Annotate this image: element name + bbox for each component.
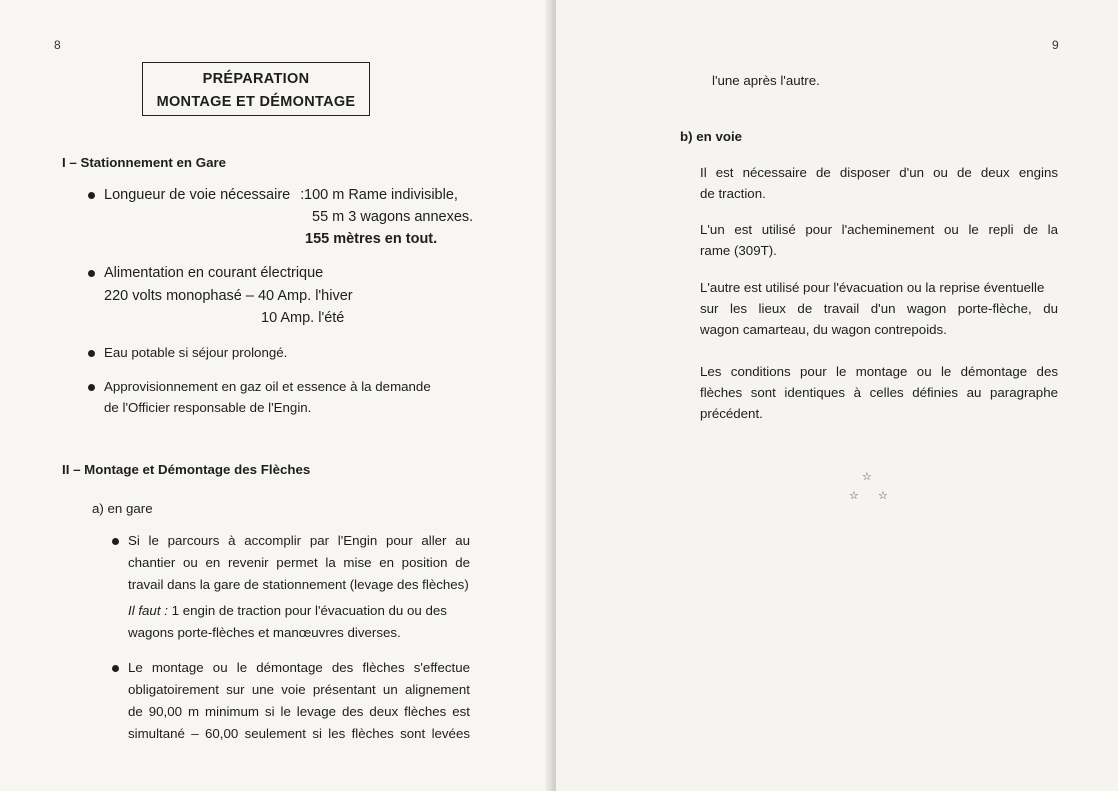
power-label: Alimentation en courant électrique bbox=[104, 262, 323, 284]
p3-line-3: de 90,00 m minimum si le levage des deux flèches est bbox=[128, 704, 470, 719]
page-number: 9 bbox=[1052, 38, 1059, 52]
fuel-line-2: de l'Officier responsable de l'Engin. bbox=[104, 400, 312, 415]
b-p4-line-3: précédent. bbox=[700, 406, 763, 421]
star-ornament: ☆ bbox=[878, 490, 888, 502]
length-label bbox=[104, 184, 304, 206]
b-p3-line-1: L'autre est utilisé pour l'évacuation ou la reprise éventuelle bbox=[700, 280, 1045, 295]
p3-line-1: Le montage ou le démontage des flèches s'effectue bbox=[128, 657, 470, 679]
section-2-heading: II – Montage et Démontage des Flèches bbox=[62, 462, 311, 477]
length-total: 155 mètres en tout. bbox=[305, 231, 438, 247]
p1-line-1: Si le parcours à accomplir par l'Engin pour aller au bbox=[128, 530, 470, 552]
star-ornament: ☆ bbox=[862, 471, 872, 483]
star-ornament: ☆ bbox=[849, 490, 859, 502]
b-p4-line-1: Les conditions pour le montage ou le démontage des bbox=[700, 364, 1058, 379]
b-p4-line-2: flèches sont identiques à celles définies au paragraphe bbox=[700, 385, 1058, 400]
title-line-2: MONTAGE ET DÉMONTAGE bbox=[156, 94, 356, 110]
length-sep: : bbox=[300, 187, 305, 203]
b-p3-line-3: wagon camarteau, du wagon contrepoids. bbox=[700, 322, 947, 337]
title-box bbox=[142, 62, 370, 116]
p1-line-3: travail dans la gare de stationnement (levage des flèches) bbox=[128, 577, 469, 592]
p2-line-2: wagons porte-flèches et manœuvres diverses. bbox=[128, 625, 401, 640]
title-line-1: PRÉPARATION bbox=[202, 71, 310, 87]
p1-line-2: chantier ou en revenir permet la mise en position de bbox=[128, 555, 470, 570]
b-p1-line-1: Il est nécessaire de disposer d'un ou de deux engins bbox=[700, 165, 1058, 180]
b-p1-line-2: de traction. bbox=[700, 186, 766, 201]
b-p2-line-1: L'un est utilisé pour l'acheminement ou le repli de la bbox=[700, 222, 1058, 237]
il-faut: Il faut : bbox=[128, 603, 168, 618]
continuation-line: l'une après l'autre. bbox=[712, 73, 820, 88]
subsection-a: a) en gare bbox=[92, 501, 153, 516]
right-page bbox=[556, 0, 1118, 791]
b-p2-line-2: rame (309T). bbox=[700, 243, 777, 258]
p2-line-1 bbox=[128, 600, 447, 622]
power-line-1: 220 volts monophasé – 40 Amp. l'hiver bbox=[104, 288, 353, 304]
p2-line-1-text: 1 engin de traction pour l'évacuation du ou des bbox=[167, 603, 447, 618]
water-item: Eau potable si séjour prolongé. bbox=[104, 342, 287, 364]
subsection-b: b) en voie bbox=[680, 129, 743, 144]
left-page bbox=[0, 0, 553, 791]
page-number: 8 bbox=[54, 38, 61, 52]
fuel-line-1: Approvisionnement en gaz oil et essence à la demande bbox=[104, 376, 431, 398]
section-1-heading: I – Stationnement en Gare bbox=[62, 155, 227, 170]
length-label-text: Longueur de voie nécessaire bbox=[104, 187, 291, 203]
length-value-1: 100 m Rame indivisible, bbox=[304, 187, 458, 203]
b-p3-line-2: sur les lieux de travail d'un wagon porte-flèche, du bbox=[700, 301, 1058, 316]
length-value-2: 55 m 3 wagons annexes. bbox=[312, 209, 474, 225]
p3-line-4: simultané – 60,00 seulement si les flèches sont levées bbox=[128, 726, 470, 741]
p3-line-2: obligatoirement sur une voie présentant un alignement bbox=[128, 682, 470, 697]
power-line-2: 10 Amp. l'été bbox=[261, 310, 345, 326]
